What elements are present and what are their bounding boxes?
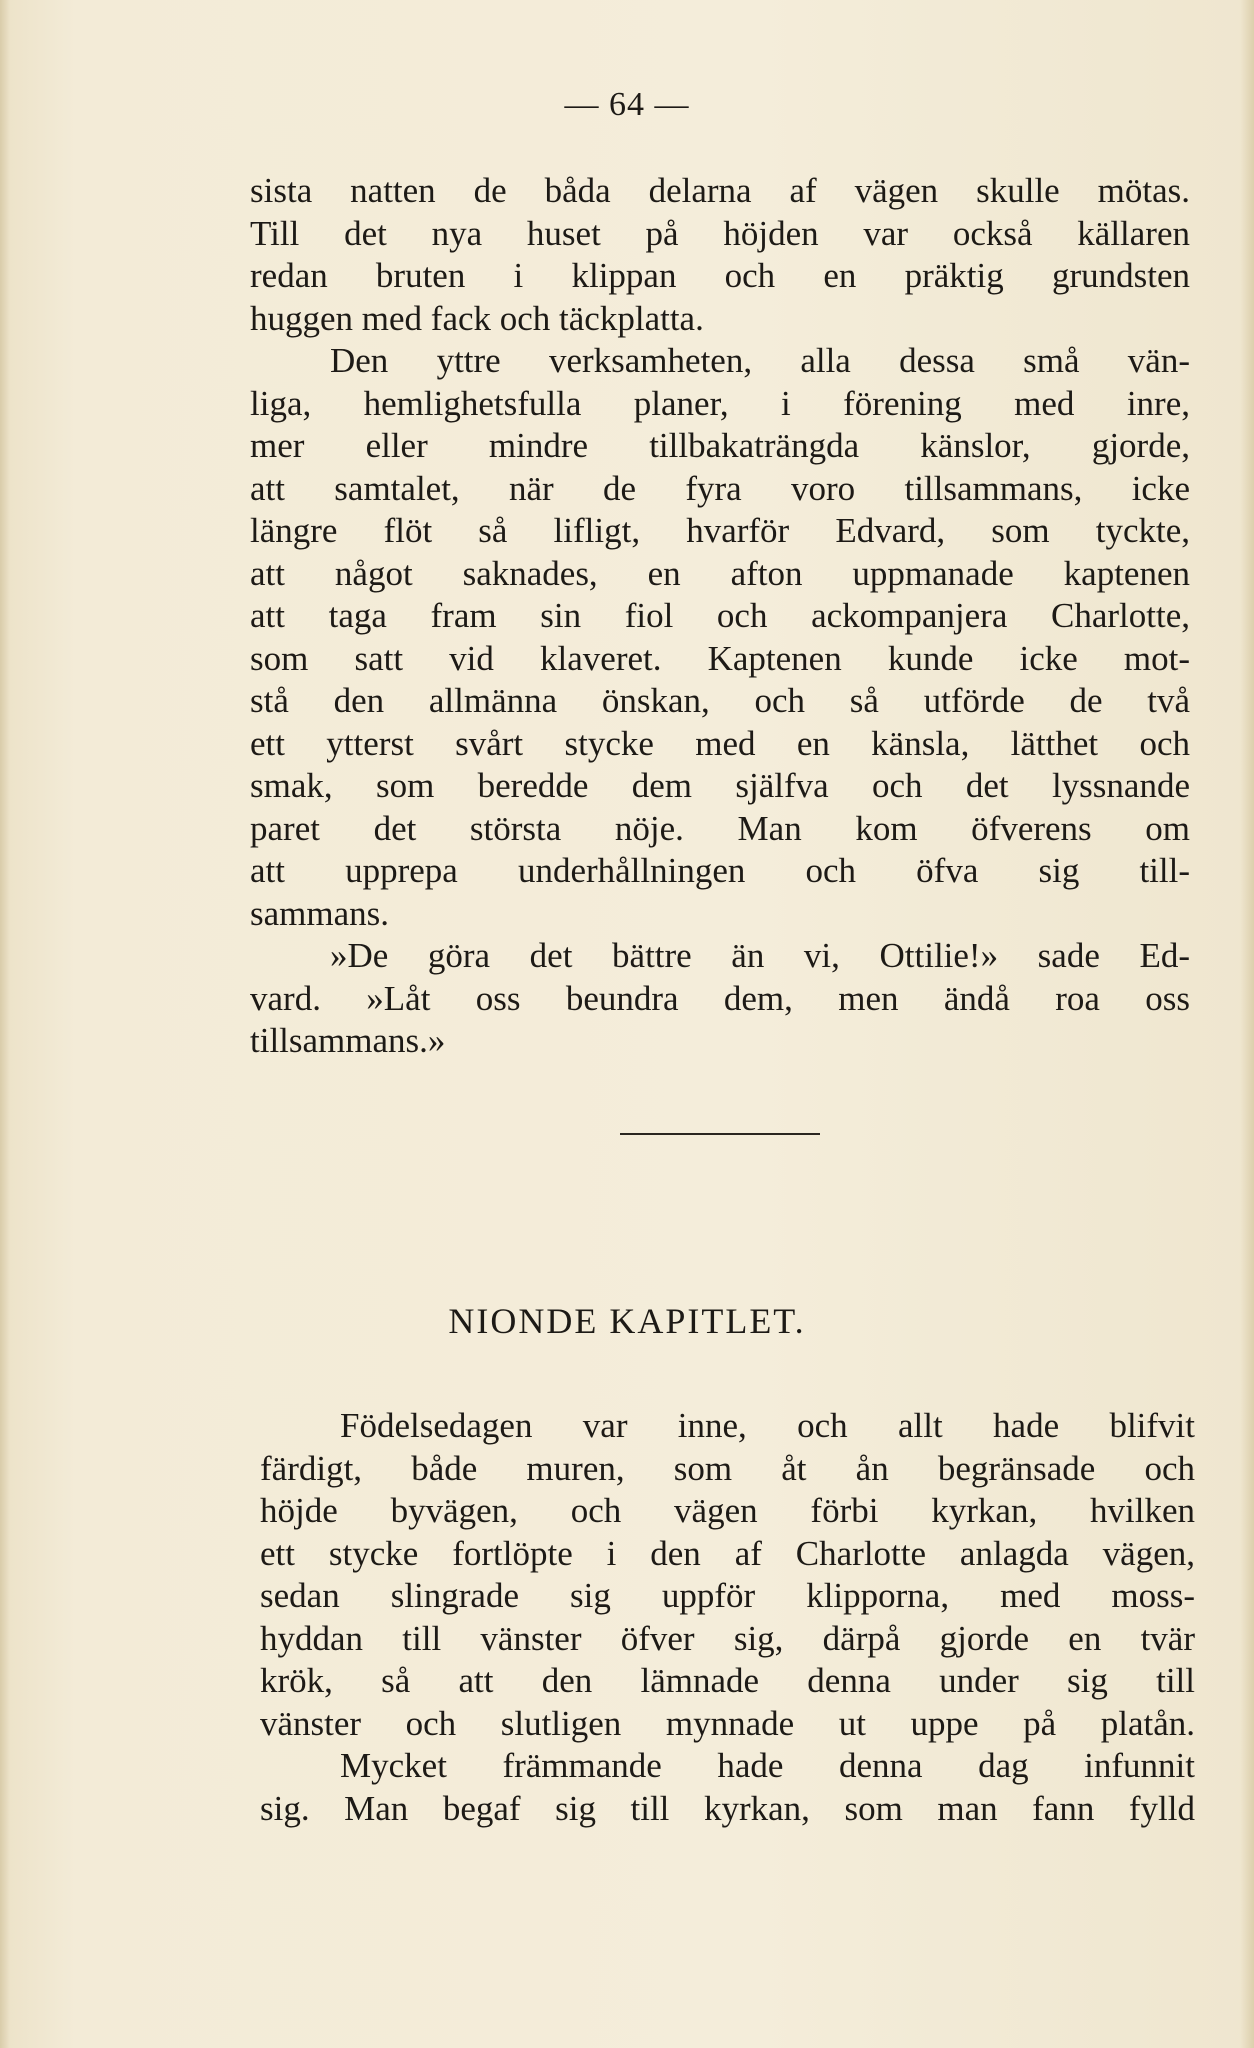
text-line: redan bruten i klippan och en präktig grundsten	[250, 256, 1190, 295]
text-line: att något saknades, en afton uppmanade kaptenen	[250, 553, 1190, 593]
paragraph-block-bottom	[260, 1405, 1195, 1830]
text-line: krök, så att den lämnade denna under sig till	[260, 1661, 1195, 1700]
paragraph-block-top	[250, 170, 1190, 1063]
text-line: Mycket främmande hade denna dag infunnit	[340, 1746, 1195, 1785]
text-line: tillsammans.»	[250, 1021, 446, 1060]
text-line: huggen med fack och täckplatta.	[250, 298, 704, 338]
text-line: att upprepa underhållningen och öfva sig till-	[250, 851, 1190, 890]
page-edge-left	[0, 0, 10, 2048]
text-line: hyddan till vänster öfver sig, därpå gjorde en tvär	[260, 1618, 1195, 1658]
text-line: att taga fram sin fiol och ackompanjera Charlotte,	[250, 596, 1190, 635]
text-line: ett ytterst svårt stycke med en känsla, lätthet och	[250, 723, 1190, 763]
text-line: sig. Man begaf sig till kyrkan, som man fann fylld	[260, 1788, 1195, 1828]
section-divider	[620, 1133, 820, 1135]
text-line: stå den allmänna önskan, och så utförde de två	[250, 681, 1190, 720]
text-line: vänster och slutligen mynnade ut uppe på platån.	[260, 1703, 1195, 1743]
text-line: Födelsedagen var inne, och allt hade blifvit	[340, 1406, 1195, 1445]
text-line: längre flöt så lifligt, hvarför Edvard, som tyckte,	[250, 511, 1190, 550]
text-line: »De göra det bättre än vi, Ottilie!» sade Ed-	[330, 936, 1190, 975]
text-line: liga, hemlighetsfulla planer, i förening med inre,	[250, 383, 1190, 423]
text-line: Till det nya huset på höjden var också källaren	[250, 213, 1190, 253]
text-line: sedan slingrade sig uppför klipporna, med moss-	[260, 1576, 1195, 1615]
text-line: höjde byvägen, och vägen förbi kyrkan, hvilken	[260, 1491, 1195, 1530]
text-line: smak, som beredde dem själfva och det lyssnande	[250, 766, 1190, 805]
text-line: färdigt, både muren, som åt ån begränsade och	[260, 1448, 1195, 1488]
text-line: Den yttre verksamheten, alla dessa små vän-	[330, 341, 1190, 380]
text-line: paret det största nöje. Man kom öfverens om	[250, 808, 1190, 848]
page-edge-right	[1240, 0, 1254, 2048]
page-number: — 64 —	[564, 86, 690, 123]
text-line: sista natten de båda delarna af vägen skulle mötas.	[250, 171, 1190, 210]
text-line: som satt vid klaveret. Kaptenen kunde icke mot-	[250, 638, 1190, 678]
chapter-heading: NIONDE KAPITLET.	[448, 1301, 806, 1341]
text-line: mer eller mindre tillbakaträngda känslor, gjorde,	[250, 426, 1190, 465]
text-line: ett stycke fortlöpte i den af Charlotte anlagda vägen,	[260, 1533, 1195, 1573]
text-line: sammans.	[250, 893, 390, 933]
text-line: vard. »Låt oss beundra dem, men ändå roa oss	[250, 978, 1190, 1018]
text-line: att samtalet, när de fyra voro tillsammans, icke	[250, 468, 1190, 508]
